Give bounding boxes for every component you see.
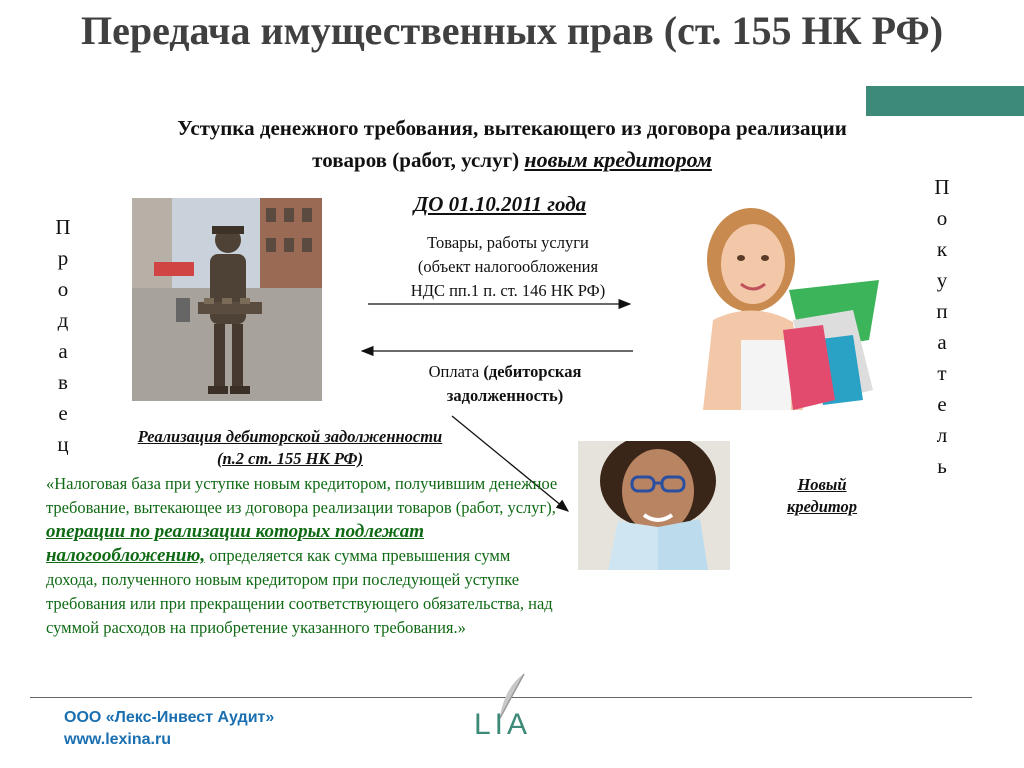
realization-line-2: (п.2 ст. 155 НК РФ) [217,449,363,468]
company-website[interactable]: www.lexina.ru [64,731,171,748]
tax-base-quote [46,472,562,640]
realization-line-1: Реализация дебиторской задолженности [137,427,443,446]
company-logo: LIA [474,708,532,741]
new-creditor-line-1: Новый [797,475,847,494]
quote-part-1: «Налоговая база при уступке новым кредитором, получившим денежное требование, вытекающее из договора реализации товаров (работ, услуг), [46,474,558,517]
buyer-letter: у [936,268,948,292]
buyer-letter: ь [937,454,947,478]
seller-letter: д [57,308,69,332]
subtitle-line-2-emphasis: новым кредитором [524,147,712,172]
goods-line-2: (объект налогообложения [417,257,599,276]
receivables-realization-label [100,426,480,470]
seller-letter: а [58,339,68,363]
subtitle-line-2-plain: товаров (работ, услуг) [312,148,525,172]
seller-letter: ц [57,432,69,456]
goods-line-1: Товары, работы услуги [427,233,589,252]
seller-letter: е [58,401,68,425]
buyer-letter: о [936,206,948,230]
footer-company [64,707,274,751]
payment-bold-1: (дебиторская [483,362,582,381]
seller-letter: П [55,215,71,239]
buyer-letter: к [936,237,948,261]
seller-letter: р [57,246,69,270]
new-creditor-line-2: кредитор [786,497,857,516]
buyer-letter: т [937,361,947,385]
payment-caption [380,360,630,408]
subtitle-line-1: Уступка денежного требования, вытекающего из договора реализации [177,116,847,140]
goods-caption [370,231,646,303]
slide-title: Передача имущественных прав (ст. 155 НК РФ) [80,8,944,53]
company-name: ООО «Лекс-Инвест Аудит» [64,709,275,726]
buyer-letter: П [934,175,950,199]
goods-line-3: НДС пп.1 п. ст. 146 НК РФ) [410,281,606,300]
payment-plain: Оплата [428,362,484,381]
buyer-letter: а [937,330,947,354]
new-creditor-label [770,474,874,518]
buyer-letter: л [936,423,948,447]
seller-letter: в [58,370,68,394]
payment-bold-2: задолженность) [446,386,564,405]
buyer-letter: е [937,392,947,416]
buyer-letter: п [936,299,948,323]
seller-letter: о [57,277,69,301]
quote-part-2: определяется как сумма превышения сумм дохода, полученного новым кредитором при последующей уступке требования или при прекращении соответствующего обязательства, над суммой расходов на приобретение указанного требования.» [46,546,553,637]
date-label: ДО 01.10.2011 года [413,192,587,216]
quote-highlight: операции по реализации которых подлежат налогообложению, [46,521,425,566]
